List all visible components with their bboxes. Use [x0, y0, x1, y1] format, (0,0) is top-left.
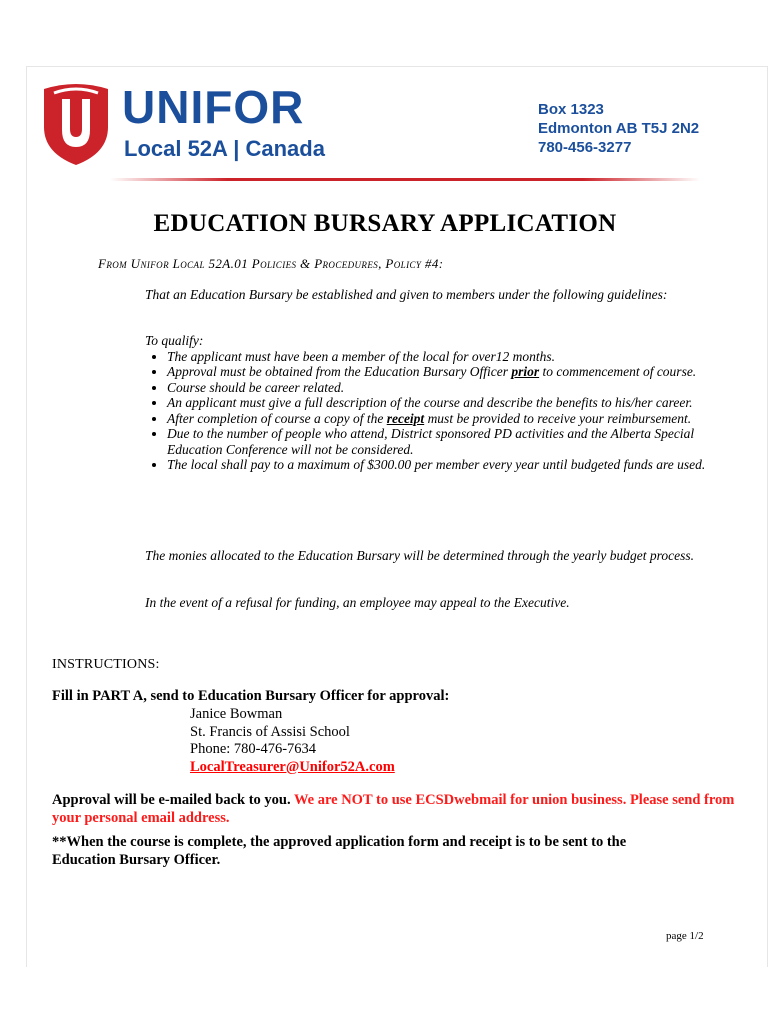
- completion-notice: **When the course is complete, the approved application form and receipt is to be sent to the Education Bursary Officer.: [52, 834, 627, 868]
- intro-paragraph: [145, 287, 715, 303]
- rule-text: to commencement of course.: [539, 364, 697, 379]
- approval-warning: We are NOT to use ECSDwebmail for union business. Please send from your personal email address.: [52, 792, 735, 826]
- union-address: [538, 100, 699, 157]
- rule-item: [167, 457, 715, 473]
- rule-text: must be provided to receive your reimbursement.: [424, 410, 692, 426]
- document-title: EDUCATION BURSARY APPLICATION: [153, 210, 617, 237]
- rule-item: [167, 364, 715, 380]
- rule-text: The applicant must have been a member of the local for over12 months.: [167, 348, 556, 364]
- officer-name: Janice Bowman: [190, 706, 283, 722]
- refusal-paragraph: [145, 595, 715, 611]
- rule-text: Due to the number of people who attend, District sponsored PD activities and the Alberta Special Education Conference will not be considered.: [167, 426, 695, 457]
- rule-text: Approval must be obtained from the Education Bursary Officer: [167, 364, 512, 379]
- rule-item: [167, 426, 715, 457]
- rule-emphasis-prior: prior: [511, 364, 540, 379]
- page-number: page 1/2: [666, 930, 704, 942]
- qualify-rules-list: [145, 349, 715, 473]
- bursary-officer-contact: [190, 706, 395, 776]
- rule-item: [167, 349, 715, 365]
- rule-text: The local shall pay to a maximum of $300.00 per member every year until budgeted funds are used.: [167, 457, 706, 472]
- unifor-logo-icon: [40, 83, 112, 167]
- rule-emphasis-receipt: receipt: [386, 410, 425, 426]
- monies-paragraph: [145, 548, 715, 564]
- officer-school: St. Francis of Assisi School: [190, 723, 350, 740]
- rule-text: After completion of course a copy of the: [167, 410, 387, 426]
- approval-notice: [52, 792, 742, 827]
- address-phone: 780-456-3277: [538, 139, 632, 156]
- fill-in-instruction: Fill in PART A, send to Education Bursary Officer for approval:: [52, 688, 450, 704]
- monies-text: The monies allocated to the Education Bursary will be determined through the yearly budget process.: [145, 548, 695, 563]
- rule-item: [167, 395, 715, 411]
- address-city: Edmonton AB T5J 2N2: [538, 120, 700, 137]
- officer-phone: Phone: 780-476-7634: [190, 741, 317, 757]
- instructions-label: INSTRUCTIONS:: [52, 657, 160, 672]
- rule-item: [167, 380, 715, 396]
- header-divider: [110, 178, 700, 181]
- intro-text: That an Education Bursary be established and given to members under the following guidelines:: [145, 287, 668, 302]
- logo-local-line: Local 52A | Canada: [124, 136, 325, 161]
- approval-text: Approval will be e-mailed back to you.: [52, 792, 294, 808]
- policy-source: From Unifor Local 52A.01 Policies & Procedures, Policy #4:: [98, 256, 444, 271]
- qualify-section: [145, 333, 715, 473]
- address-box: Box 1323: [538, 101, 604, 118]
- rule-item: [167, 411, 715, 427]
- rule-text: Course should be career related.: [167, 379, 345, 395]
- qualify-heading: To qualify:: [145, 333, 204, 348]
- officer-email-link[interactable]: LocalTreasurer@Unifor52A.com: [190, 758, 395, 775]
- logo-wordmark: UNIFOR: [122, 81, 305, 133]
- page-frame: [26, 66, 768, 967]
- rule-text: An applicant must give a full description of the course and describe the benefits to his/her career.: [167, 395, 693, 410]
- refusal-text: In the event of a refusal for funding, an employee may appeal to the Executive.: [145, 595, 570, 610]
